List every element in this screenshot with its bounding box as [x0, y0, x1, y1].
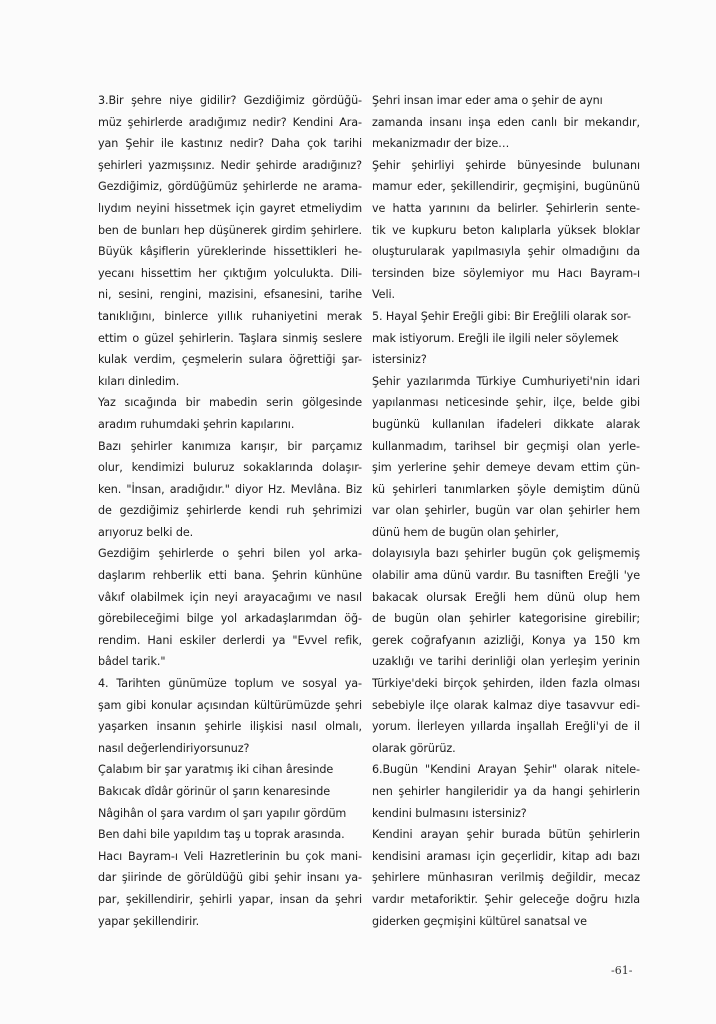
text-line: Şehir yazılarımda Türkiye Cumhuriyeti'nin idari [372, 374, 640, 388]
text-line: dar şiirinde de görüldüğü gibi şehir insanı ya- [98, 871, 362, 885]
left-text-column [98, 90, 362, 932]
text-line: kulak verdim, çeşmelerin sulara öğrettiği şar- [98, 353, 362, 367]
text-line: nasıl değerlendiriyorsunuz? [98, 741, 250, 755]
text-line: kü şehirleri tanımlarken şöyle demiştim dünü [372, 482, 640, 496]
text-line: kıları dinledim. [98, 374, 180, 388]
text-line: Veli. [372, 288, 395, 302]
text-line: istersiniz? [372, 353, 427, 367]
text-line: tik ve kupkuru beton kalıplarla yüksek bloklar [372, 223, 640, 237]
text-line: yecanı hissettim her çıktığım yolculukta. Dili- [98, 266, 362, 280]
text-line: dolayısıyla bazı şehirler bugün çok gelişmemiş [372, 547, 640, 561]
text-line: kullanmadım, tarihsel bir geçmişi olan yerle- [372, 439, 640, 453]
text-line: giderken geçmişini kültürel sanatsal ve [372, 914, 587, 928]
text-line: Büyük kâşiflerin yüreklerinde hissettikleri he- [98, 245, 362, 259]
text-line: oluşturularak yapılmasıyla şehir olmadığını da [372, 245, 640, 259]
text-line: Gezdiğim şehirlerde o şehri bilen yol arka- [98, 547, 362, 561]
text-line: Hacı Bayram-ı Veli Hazretlerinin bu çok mani- [98, 849, 362, 863]
text-line: Şehri insan imar eder ama o şehir de aynı [372, 94, 603, 107]
text-line: yapar şekillendirir. [98, 914, 200, 928]
text-line: 6.Bugün "Kendini Arayan Şehir" olarak nitele- [372, 763, 640, 777]
text-line: şehirlere münhasıran verilmiş değildir, mecaz [372, 871, 640, 885]
text-line: kendini bulmasını istersiniz? [372, 806, 527, 820]
text-line: lıydım neyini hissetmek için gayret etmeliydim [98, 201, 362, 215]
page-number: -61- [611, 964, 633, 977]
text-line: arıyoruz belki de. [98, 525, 194, 539]
text-line: Çalabım bir şar yaratmış iki cihan âresinde [98, 763, 334, 777]
text-line: müz şehirlerde aradığımız nedir? Kendini Ara- [98, 115, 362, 129]
text-line: aradım ruhumdaki şehrin kapılarını. [98, 417, 295, 431]
text-line: ken. "İnsan, aradığıdır." diyor Hz. Mevlâna. Biz [98, 482, 362, 496]
text-line: daşlarım rehberlik etti bana. Şehrin künhüne [98, 569, 362, 583]
text-line: Bakıcak dîdâr görinür ol şarın kenaresinde [98, 785, 330, 798]
text-line: bakacak olursak Ereğli hem dünü olup hem [372, 590, 640, 604]
text-line: Ben dahi bile yapıldım taş u toprak arasında. [98, 828, 345, 842]
text-line: Nâgihân ol şara vardım ol şarı yapılır gördüm [98, 806, 347, 820]
text-line: tanıklığını, binlerce yıllık ruhaniyetini merak [98, 309, 362, 323]
text-line: vâkıf olabilmek için neyi arayacağımı ve nasıl [98, 590, 362, 604]
text-line: dünü hem de bugün olan şehirler, [372, 525, 559, 539]
text-line: sebebiyle ilçe olarak kalmaz diye tasavvur edi- [372, 698, 640, 712]
text-line: yaşarken insanın şehirle ilişkisi nasıl olmalı, [98, 720, 362, 734]
text-line: görebileceğimi bilge yol arkadaşlarımdan öğ- [98, 612, 362, 626]
text-line: 4. Tarihten günümüze toplum ve sosyal ya- [98, 677, 362, 691]
text-line: yorum. İlerleyen yıllarda inşallah Ereğli'yi de il [372, 720, 640, 734]
text-line: ettim o güzel şehirlerin. Taşlara sinmiş seslere [98, 331, 362, 345]
text-line: nen şehirler hangileridir ya da hangi şehirlerin [372, 785, 640, 798]
text-line: ve hatta yarınını da belirler. Şehirlerin sente- [372, 201, 640, 215]
text-line: ben de bunları hep düşünerek girdim şehirlere. [98, 223, 362, 237]
text-line: yan Şehir ile kastınız nedir? Daha çok tarihi [98, 137, 362, 151]
text-line: rendim. Hani eskiler derlerdi ya "Evvel refik, [98, 633, 362, 647]
text-line: uzaklığı ve tarihi derinliği olan yerleşim yerinin [372, 655, 640, 669]
text-line: olarak görürüz. [372, 741, 456, 755]
text-line: de gezdiğimiz şehirlerde kendi ruh şehrimizi [98, 504, 362, 518]
text-line: par, şekillendirir, şehirli yapar, insan da şehri [98, 892, 362, 906]
text-line: şim yerlerine şehir demeye devam ettim çün- [372, 461, 640, 475]
text-line: yapılanması neticesinde şehir, ilçe, belde gibi [372, 396, 640, 410]
text-line: 3.Bir şehre niye gidilir? Gezdiğimiz gördüğü- [98, 94, 362, 107]
text-line: Bazı şehirler kanımıza karışır, bir parçamız [98, 439, 362, 453]
text-line: de bugün olan şehirler kategorisine girebilir; [372, 612, 640, 626]
text-line: zamanda insanı inşa eden canlı bir mekandır, [372, 115, 640, 129]
text-line: bugünkü kullanılan ifadeleri dikkate alarak [372, 417, 640, 431]
text-line: mekanizmadır der bize… [372, 137, 510, 151]
text-line: Gezdiğimiz, gördüğümüz şehirlerde ne arama- [98, 180, 362, 194]
text-line: olur, kendimizi buluruz sokaklarında dolaşır- [98, 461, 362, 475]
text-line: ni, sesini, rengini, mazisini, efsanesini, tarihe [98, 288, 362, 302]
text-line: Şehir şehirliyi şehirde bünyesinde bulunanı [372, 158, 640, 172]
text-line: var olan şehirler, bugün var olan şehirler hem [372, 504, 640, 518]
text-line: şam gibi konular açısından kültürümüzde şehri [98, 698, 362, 712]
text-line: şehirleri yazmışsınız. Nedir şehirde aradığınız? [98, 158, 362, 172]
text-line: gerek coğrafyanın azizliği, Konya ya 150 km [372, 633, 640, 647]
text-line: mak istiyorum. Ereğli ile ilgili neler söylemek [372, 331, 619, 345]
text-line: vardır metaforiktir. Şehir geleceğe doğru hızla [372, 892, 640, 906]
text-line: olabilir ama dünü vardır. Bu tasniften Ereğli 'ye [372, 569, 640, 583]
text-line: Türkiye'deki birçok şehirden, ilden fazla olması [372, 677, 640, 691]
text-line: tersinden bize söylemiyor mu Hacı Bayram-ı [372, 266, 640, 280]
text-line: Yaz sıcağında bir mabedin serin gölgesinde [98, 396, 362, 410]
text-line: Kendini arayan şehir burada bütün şehirlerin [372, 828, 640, 842]
right-text-column [372, 90, 640, 932]
text-line: kendisini araması için geçerlidir, kitap adı bazı [372, 849, 640, 863]
text-line: mamur eder, şekillendirir, geçmişini, bugününü [372, 180, 640, 194]
text-line: 5. Hayal Şehir Ereğli gibi: Bir Ereğlili olarak sor- [372, 309, 631, 323]
text-line: bâdel tarik." [98, 655, 166, 669]
